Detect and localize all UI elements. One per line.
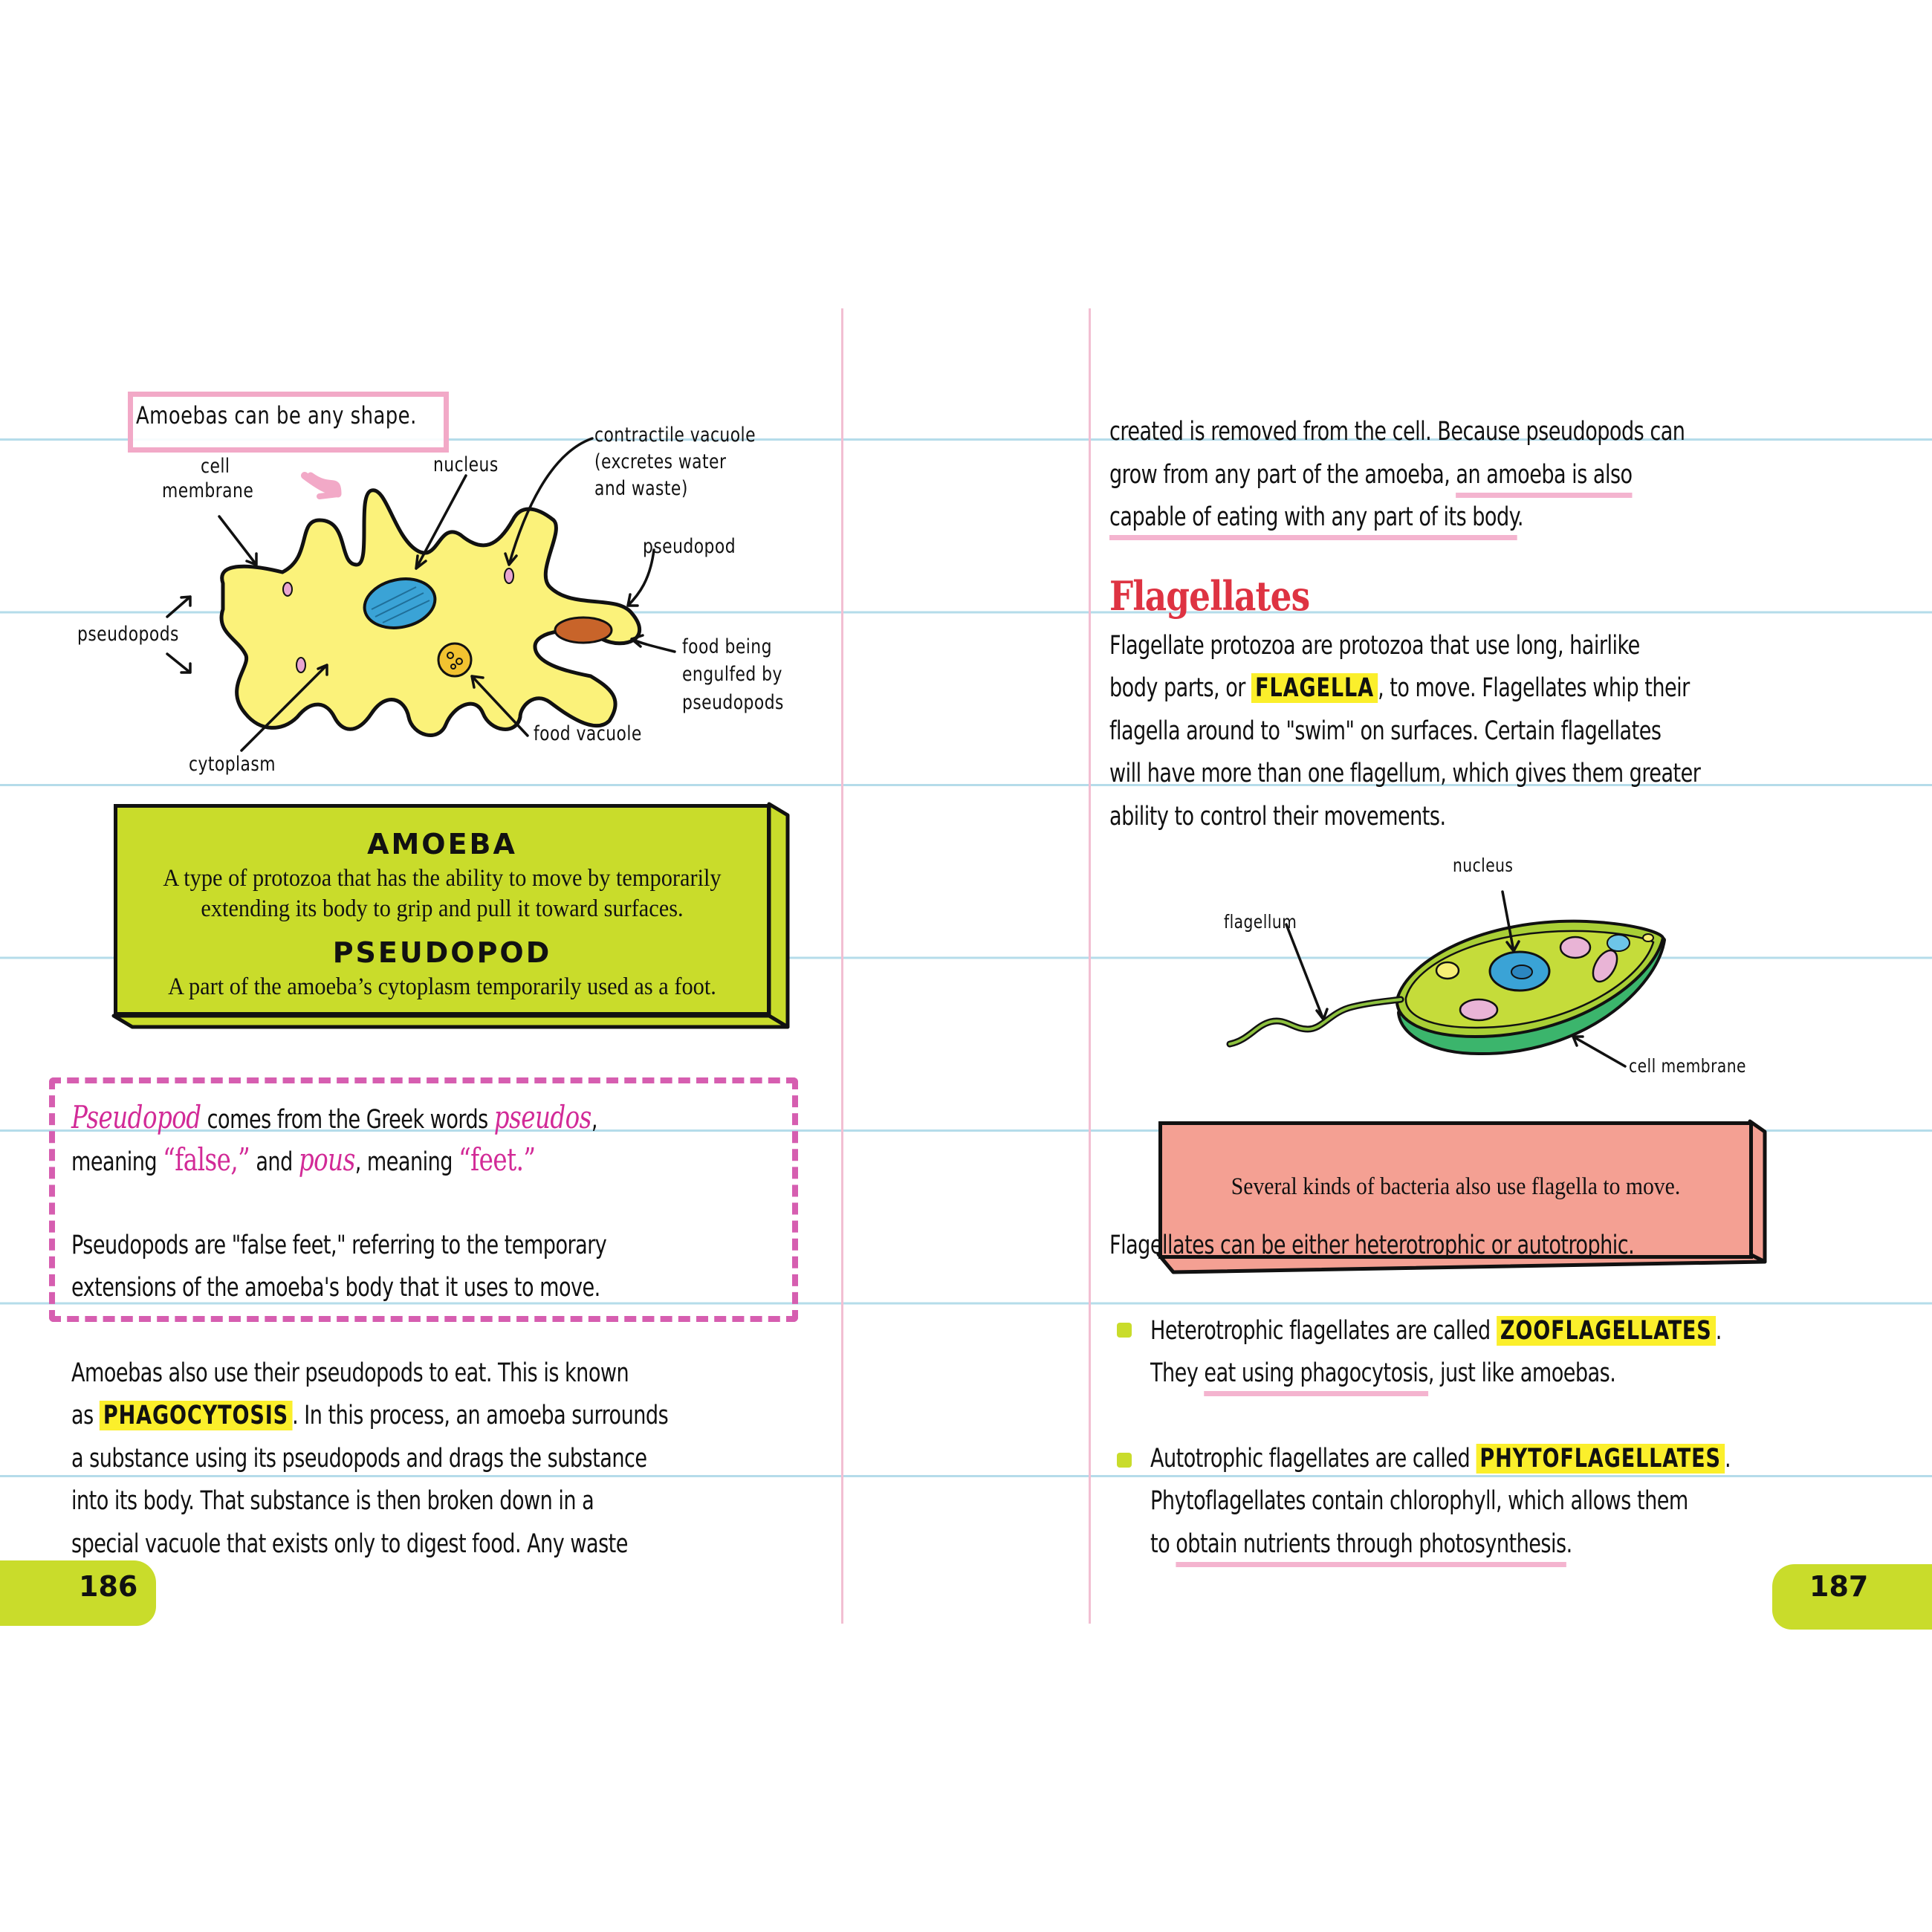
keyword-zooflagellates: ZOOFLAGELLATES [1497,1316,1716,1346]
food-particle-shape [555,617,612,643]
definition-card [114,804,771,1016]
definition-amoeba-line-1: A type of protozoa that has the ability to move by temporarily [163,865,722,892]
para-line-2-pre: body parts, or [1109,673,1251,703]
label-flagellate-cell-membrane: cell membrane [1629,1055,1746,1077]
para-line-3: flagella around to "swim" on surfaces. Certain flagellates [1109,716,1662,746]
intro-line-2 [1109,454,1633,497]
etymology-text-4: , meaning [354,1147,459,1177]
body-line-1: Amoebas also use their pseudopods to eat. This is known [71,1358,629,1388]
label-cytoplasm: cytoplasm [189,753,276,776]
label-contractile-vacuole-1: contractile vacuole [594,424,756,447]
label-flagellum: flagellum [1224,911,1297,933]
label-food-being-2: engulfed by [682,663,782,686]
pseudopods-down-arrow [167,654,190,672]
meaning-feet: “feet.” [458,1141,536,1178]
body-line-2-pre: as [71,1401,100,1430]
body-line-5: special vacuole that exists only to digest food. Any waste [71,1529,628,1559]
para-line-2-post: , to move. Flagellates whip their [1378,673,1690,703]
pseudopods-up-arrow [167,597,190,617]
bullet-1-line-1 [1150,1310,1722,1353]
bullet-1-line-2-post: , just like amoebas. [1427,1358,1616,1388]
body-line-4: into its body. That substance is then broken down in a [71,1486,594,1516]
bullet-2-post: . [1725,1444,1731,1474]
heading-flagellates: Flagellates [1109,572,1310,620]
summary-line: Flagellates can be either heterotrophic or autotrophic. [1109,1231,1635,1260]
para-line-5: ability to control their movements. [1109,802,1446,832]
bullet-1-marker [1117,1323,1132,1338]
etymology-line-1 [71,1096,597,1142]
label-food-being-1: food being [682,635,772,658]
etymology-line-4: extensions of the amoeba's body that it uses to move. [71,1273,600,1303]
right-page-margin-line [1089,308,1091,1624]
bullet-2-line-3 [1150,1523,1572,1566]
word-pous: pous [298,1141,355,1178]
meaning-false: “false,” [163,1141,250,1178]
body-line-2-post: . In this process, an amoeba surrounds [292,1401,669,1430]
page-number-187: 187 [1809,1570,1869,1603]
flagellum-shape [1230,999,1401,1044]
intro-line-3 [1109,496,1523,539]
bullet-2-line-2: Phytoflagellates contain chlorophyll, which allows them [1150,1486,1688,1516]
etymology-text-2: meaning [71,1147,163,1177]
definition-pseudopod: A part of the amoeba’s cytoplasm temporarily used as a foot. [168,973,716,1000]
intro-line-2-pre: grow from any part of the amoeba, [1109,460,1456,490]
word-pseudopod: Pseudopod [71,1099,201,1135]
definition-amoeba-line-2: extending its body to grip and pull it toward surfaces. [201,895,684,922]
bullet-1-post: . [1715,1316,1722,1346]
term-pseudopod: PSEUDOPOD [332,936,552,969]
etymology-text-1: comes from the Greek words [201,1105,494,1135]
label-cell-1: cell [201,455,230,478]
intro-line-3-post: . [1517,502,1523,532]
etymology-line-3: Pseudopods are "false feet," referring to the temporary [71,1231,607,1260]
bullet-2-line-3-pre: to [1150,1529,1176,1559]
etymology-comma: , [591,1105,597,1135]
para-line-1: Flagellate protozoa are protozoa that use long, hairlike [1109,631,1640,661]
label-contractile-vacuole-2: (excretes water [594,450,727,473]
intro-underlined-2: capable of eating with any part of its body [1109,502,1517,540]
bullet-2-line-1 [1150,1438,1731,1481]
food-being-engulfed-arrow [632,635,675,652]
para-line-2 [1109,667,1690,710]
body-line-2 [71,1395,668,1438]
word-pseudos: pseudos [493,1099,591,1135]
cell-membrane-pointer-arrow [1573,1037,1625,1066]
flagellate-illustration [1219,877,1679,1085]
label-cell-2: membrane [162,479,254,502]
label-food-vacuole: food vacuole [534,722,642,745]
label-contractile-vacuole-3: and waste) [594,477,688,500]
etymology-line-2 [71,1138,536,1184]
left-page-margin-line [841,308,843,1624]
bullet-1-pre: Heterotrophic flagellates are called [1150,1316,1497,1346]
bullet-2-underlined: obtain nutrients through photosynthesis [1176,1529,1566,1567]
label-nucleus: nucleus [433,453,499,476]
bullet-2-line-3-post: . [1566,1529,1572,1559]
bacteria-callout-text: Several kinds of bacteria also use flagella to move. [1231,1173,1681,1200]
bullet-2-marker [1117,1453,1132,1468]
pseudopod-arrow [628,550,654,606]
cell-membrane-arrow [219,516,256,565]
keyword-phagocytosis: PHAGOCYTOSIS [100,1401,292,1430]
intro-line-1: created is removed from the cell. Because pseudopods can [1109,417,1685,447]
keyword-phytoflagellates: PHYTOFLAGELLATES [1476,1444,1725,1474]
label-pseudopod: pseudopod [643,535,736,558]
bullet-1-line-2-pre: They [1150,1358,1205,1388]
body-line-3: a substance using its pseudopods and drags the substance [71,1444,647,1474]
bullet-2-pre: Autotrophic flagellates are called [1150,1444,1476,1474]
shape-callout-text: Amoebas can be any shape. [136,401,417,429]
label-food-being-3: pseudopods [682,691,784,714]
flagellum-pointer-arrow [1286,924,1327,1020]
para-line-4: will have more than one flagellum, which gives them greater [1109,759,1701,788]
etymology-text-3: and [250,1147,299,1177]
label-pseudopods: pseudopods [77,623,179,646]
label-flagellate-nucleus: nucleus [1453,855,1514,876]
bullet-1-line-2 [1150,1352,1615,1395]
food-vacuole-shape [438,644,471,676]
bullet-1-underlined: eat using phagocytosis [1204,1358,1427,1396]
intro-underlined-1: an amoeba is also [1456,460,1632,498]
page-number-186: 186 [79,1570,138,1603]
keyword-flagella: FLAGELLA [1251,673,1378,703]
term-amoeba: AMOEBA [367,828,517,860]
